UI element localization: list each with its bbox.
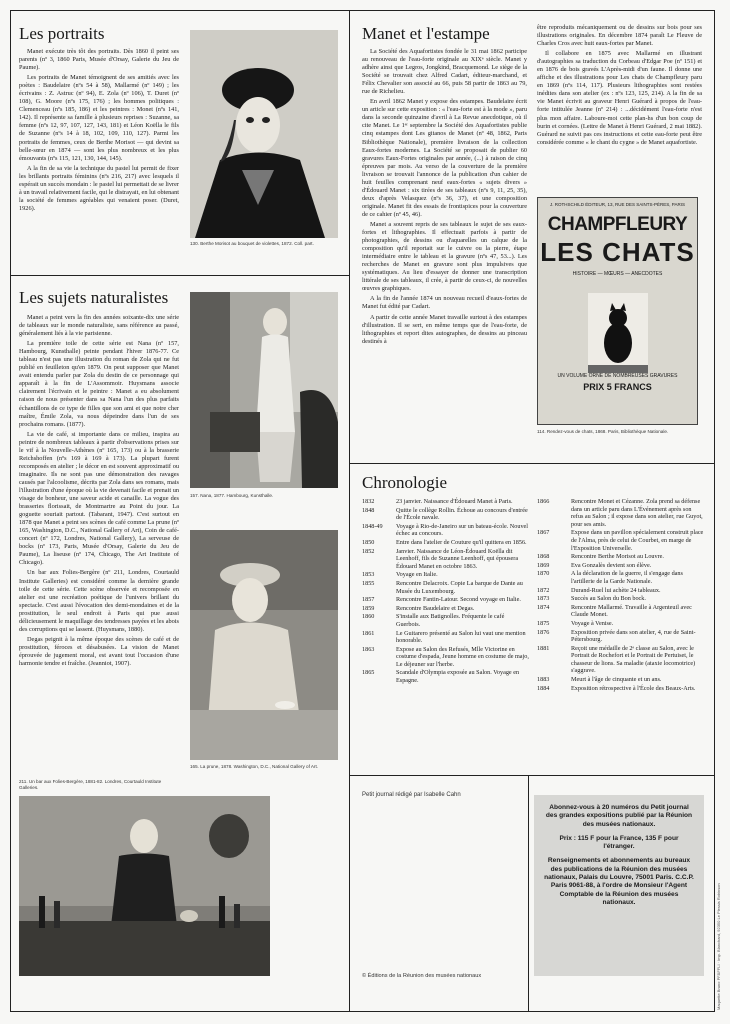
cats-illustration: [588, 293, 648, 373]
poster-gravures: UN VOLUME ORNÉ DE NOMBREUSES GRAVURES: [557, 373, 678, 379]
chronology-row: 1868 Rencontre Berthe Morisot au Louvre.: [537, 553, 664, 561]
copyright: © Éditions de la Réunion des musées nationaux: [362, 973, 482, 979]
les-chats-poster: [537, 197, 698, 425]
chronology-row: 1875 Voyage à Venise.: [537, 619, 614, 627]
chronology-row: 1848 Quitte le collège Rollin. Échoue au concours d'entrée de l'École navale.: [362, 506, 528, 522]
nana-caption: 157. Nana, 1877. Hambourg, Kunsthalle.: [190, 493, 274, 498]
chronologie-title: Chronologie: [362, 473, 447, 492]
nana-image: [190, 292, 338, 488]
chronology-row: 1832 23 janvier. Naissance d'Édouard Manet à Paris.: [362, 498, 513, 505]
paragraph: A la fin de sa vie la technique du pastel lui permit de fixer les brillants portraits féminins (nºs 216, 217) avec lesquels il espérait un succès mondain : le pastel lui permettait de se livrer à un travail relativement facile, qui le distrayait, en lui obtenant la société de femmes agréables qui venaient poser. (Duret, 1926).: [19, 164, 179, 212]
paragraph: Il collabore en 1875 avec Mallarmé en illustrant d'autographies sa traduction du Corbeau d'Edgar Poe (nº 151) et en 1876 de bois gravés L'Après-midi d'un faune. Il donne une affiche et des illustrations pour Les chats de Champfleury paru en 1869 (nºs 114, 117). Plusieurs lithographies sont restées inédites dans son atelier (ex : nºs 123, 125, 214). A la fin de sa vie Manet écrivit au graveur Henri Guérard à propos de l'eau-forte intitulée Jeanne (nº 214) : ...décidément l'eau-forte n'est plus mon affaire. Laboure-moi cette plan-hs d'un bon coup de burin et cornées. (Lettre de Manet à Henri Guérard, 2 mai 1882). Guérard ne suivit pas ces instructions et cette eau-forte peut être considérée comme « le chant du cygne » de Manet aquafortiste.: [537, 50, 702, 146]
naturalistes-title: Les sujets naturalistes: [19, 288, 169, 307]
column-divider: [349, 10, 350, 1012]
chronology-row: 1876 Exposition privée dans son atelier, 4, rue de Saint-Pétersbourg.: [537, 628, 696, 644]
chronology-row: 1860 S'installe aux Batignolles. Fréquente le café Guerbois.: [362, 613, 505, 628]
subscription-box: [534, 795, 704, 976]
subscription-offer: Abonnez-vous à 20 numéros du Petit journal des grandes expositions publié par la Réunion des musées nationaux.: [545, 804, 693, 828]
chronologie-left: [362, 498, 530, 686]
paragraph: être reproduits mécaniquement ou de dessins sur bois pour ses illustrations originales. En décembre 1874 paraît Le Fleuve de Charles Cros avec huit eaux-fortes par Manet.: [537, 24, 702, 48]
chronology-row: 1883 Meurt à l'âge de cinquante et un ans.: [537, 676, 662, 684]
chronology-row: 1866 Rencontre Monet et Cézanne. Zola prend sa défense dans un article paru dans L'Événement après son refus au Salon ; il expose dans son atelier, rue Guyot, pour ses amis.: [537, 498, 703, 528]
portraits-title: Les portraits: [19, 24, 105, 43]
paragraph: Manet a peint vers la fin des années soixante-dix une série de tableaux sur le monde naturaliste, sans référence au passé, généralement liés à la vie parisienne.: [19, 314, 179, 338]
chronologie-right: [537, 498, 705, 693]
paragraph: Manet exécute très tôt des portraits. Dès 1860 il peint ses parents (nº 3, 1860 Paris, Musée d'Orsay, Galerie du Jeu de Paume).: [19, 48, 179, 72]
chronology-row: 1850 Entre dans l'atelier de Couture qu'il quittera en 1856.: [362, 538, 527, 546]
poster-caption: 114. Rendez-vous de chats, 1868. Paris, Bibliothèque Nationale.: [537, 429, 669, 434]
section-divider: [349, 463, 715, 464]
poster-publisher: J. ROTHSCHILD ÉDITEUR, 13, RUE DES SAINTS-PÈRES, PARIS: [550, 202, 685, 207]
chronology-row: 1863 Expose au Salon des Refusés, Mlle Victorine en costume d'espada, Jeune homme en costume de majo, Le déjeuner sur l'herbe.: [362, 645, 529, 668]
paragraph: La première toile de cette série est Nana (nº 157, Hambourg, Kunsthalle) peinte pendant l'hiver 1876-77. Ce tableau n'est pas une illustration du roman de Zola qui ne fut publié en feuilleton qu'en 1879. On peut supposer que Manet avait entendu parler par Zola du destin de ce personnage qui apparaît à la fin de L'Assommoir. Huysmans associe clairement l'écrivain et le peintre : Manet a eu absolument raison de nous présenter dans sa Nana l'un des plus parfaits échantillons de ce type de filles que son ami et que notre cher maître, Émile Zola, va nous dépeindre dans l'un de ses prochains romans. (1877).: [19, 340, 179, 428]
paragraph: Les portraits de Manet témoignent de ses amitiés avec les poètes : Baudelaire (nºs 54 à 58), Mallarmé (nº 149) ; les écrivains : Z. Astruc (nº 94), E. Zola (nº 106), T. Duret (nº 108), G. Moore (nºs 175, 176) ; les hommes politiques : Clemenceau (nºs 185, 186) et les peintres : Monet (nºs 141, 142). Il représente sa famille à plusieurs reprises : Suzanne, sa femme (nºs 12, 97, 107, 127, 143, 181) et Léon Koëlla le fils de Suzanne (nºs 14 à 18, 102, 109, 110, 127). Parmi les portraits de femmes, ceux de Berthe Morisot — qui devint sa belle-sœur en 1874 — sont les plus nombreux et les plus émouvants (nºs 115, 121, 130, 144, 145).: [19, 74, 179, 162]
chronology-row: 1857 Rencontre Fantin-Latour. Second voyage en Italie.: [362, 596, 521, 604]
chronology-row: 1872 Durand-Ruel lui achète 24 tableaux.: [537, 586, 661, 594]
chronology-row: 1853 Voyage en Italie.: [362, 571, 438, 579]
footer-divider: [528, 775, 529, 1012]
author-credit: Petit journal rédigé par Isabelle Cahn: [362, 792, 461, 798]
section-divider: [10, 275, 349, 276]
chronology-row: 1859 Rencontre Baudelaire et Degas.: [362, 604, 475, 612]
prune-caption: 165. La prune, 1878. Washington, D.C., National Gallery of Art.: [190, 764, 319, 769]
poster-price: PRIX 5 FRANCS: [583, 382, 652, 392]
chronology-row: 1867 Expose dans un pavillon spécialement construit place de l'Alma, près de celui de Courbet, en marge de l'Exposition Universelle.: [537, 529, 704, 552]
paragraph: La Société des Aquafortistes fondée le 31 mai 1862 participe au renouveau de l'eau-forte originale au XIXᵉ siècle. Manet y adhère ainsi que Legros, Jongkind, Bracquemond. Le siège de la Société se trouvait chez Alfred Cadart, éditeur-marchand, et Félix Chevalier son associé au 66, puis 58 partir de 1863 au 79, rue de Richelieu.: [362, 48, 527, 96]
chronology-row: 1852 Janvier. Naissance de Léon-Édouard Koëlla dit Leenhoff, fils de Suzanne Leenhoff, qui épousera Édouard Manet en octobre 1863.: [362, 547, 519, 570]
poster-subtitle: HISTOIRE — MŒURS — ANECDOTES: [572, 271, 663, 277]
chronology-row: 1870 A la déclaration de la guerre, il s'engage dans l'artillerie de la Garde Nationale.: [537, 570, 683, 585]
estampe-text-col1: [362, 48, 527, 455]
chronology-row: 1881 Reçoit une médaille de 2ᵉ classe au Salon, avec le Portrait de Rochefort et le Portrait de Pertuiset, le chasseur de lions. Sa maladie (ataxie locomotrice) s'aggrave.: [537, 644, 696, 675]
paragraph: Degas peignit à la même époque des scènes de café et de prostitution, féroces et désabusées. La vision de Manet éprouvée de jugement moral, est avant tout l'occasion d'une harmonie tendre et fraîche. (Jeanniot, 1907).: [19, 635, 179, 667]
paragraph: A la fin de l'année 1874 un nouveau recueil d'eaux-fortes de Manet fut édité par Cadart.: [362, 295, 527, 311]
chronology-row: 1865 Scandale d'Olympia exposée au Salon. Voyage en Espagne.: [362, 669, 520, 685]
portraits-caption: 130. Berthe Morisot au bouquet de violettes, 1872. Coll. part.: [190, 241, 314, 246]
paragraph: Manet a souvent repris de ses tableaux le sujet de ses eaux-fortes et lithographies. Il effectuait parfois à partir de photographies, de dessins ou d'aquarelles un calque de la composition qu'il reportait sur le cuivre ou la pierre, étape intermédiaire entre le tableau et la gravure (nºs 47, 53...). Les recherches de Manet en gravure sont plus impulsives que systématiques. Au lieu d'essayer de donner une transcription littérale de ses tableaux, il crée, à partir de ceux-ci, de nouvelles œuvres graphiques.: [362, 220, 527, 293]
printer-credit: Maquette Bruno PFÄFFLI · Imp. Blanchard, 92350 Le Plessis Robinson: [716, 883, 721, 1010]
paragraph: En avril 1862 Manet y expose des estampes. Baudelaire écrit un article sur cette exposition : « l'eau-forte est à la mode », paru dans la seconde quinzaine d'avril à La Revue anecdotique, où il cite Manet. Le 1ᵉʳ septembre la Société des Aquafortistes publie cinq estampes dont Les gitanos de Manet (nº 48, 1862, Paris Bibliothèque Nationale), première livraison de la collection Eaux-fortes modernes. La Société se proposait de publier 60 gravures Eaux-Fortes originales par année, (...) à raison de cinq épreuves par mois. Au verso de la couverture de la première livraison se trouvait l'annonce de la publication d'un cahier de huit feuilles comprenant neuf eaux-fortes « sujets divers » d'Édouard Manet : six tirées de ses tableaux (nºs 9, 11, 25, 35), deux d'après Velasquez (nºs 36, 37), et une composition originale. Manet fit des essais de frontispices pour la couverture de ce cahier (nº 45, 46).: [362, 98, 527, 218]
poster-author: CHAMPFLEURY: [547, 214, 688, 235]
chronology-row: 1861 Le Guitarero présenté au Salon lui vaut une mention honorable.: [362, 629, 526, 645]
estampe-title: Manet et l'estampe: [362, 24, 490, 43]
section-divider: [349, 775, 715, 776]
chronology-row: 1869 Eva Gonzalès devient son élève.: [537, 561, 652, 569]
subscription-info: Renseignements et abonnements au bureaux des publications de la Réunion des musées nationaux, Palais du Louvre, 75001 Paris. C.C.P. Paris 9061-88, à l'ordre de Monsieur l'Agent Comptable de la Réunion des musées nationaux.: [544, 857, 694, 906]
naturalistes-text: [19, 314, 179, 766]
chronology-row: 1855 Rencontre Delacroix. Copie La barque de Dante au Musée du Luxembourg.: [362, 579, 523, 595]
chronology-row: 1884 Exposition rétrospective à l'École des Beaux-Arts.: [537, 684, 696, 692]
portraits-text: [19, 48, 179, 258]
folies-bergere-image: [19, 796, 270, 976]
poster-title: LES CHATS: [540, 237, 695, 267]
bar-caption: 211. Un bar aux Folies-Bergère, 1881-82. Londres, Courtauld Institute Galleries.: [19, 779, 162, 790]
subscription-price: Prix : 115 F pour la France, 135 F pour l'étranger.: [559, 834, 679, 851]
chronology-row: 1873 Succès au Salon du Bon bock.: [537, 595, 646, 603]
estampe-text-col2: [537, 24, 702, 192]
portrait-morisot-image: [190, 30, 338, 238]
chronology-row: 1848-49 Voyage à Rio-de-Janeiro sur un bateau-école. Nouvel échec au concours.: [362, 522, 529, 538]
prune-image: [190, 530, 338, 760]
chronology-row: 1874 Rencontre Mallarmé. Travaille à Argenteuil avec Claude Monet.: [537, 603, 692, 619]
paragraph: La vie de café, si importante dans ce milieu, inspira au peintre de nombreux tableaux à partir d'observations prises sur le vif à la Nouvelle-Athènes (nº 165, 173) ou à la brasserie Reichshoffen (nºs 169 à 169 à 173). La plupart furent recomposés en atelier ; le décor en est souvent approximatif ou imaginaire. Ils ne sont pas une démonstration des ravages causés par l'alcoolisme, décrits par Zola dans ses romans, mais l'illustration d'une époque où la vie devenait facile et prenait un visage de bonheur, une saveur acide et canaille. La vogue des brasseries florissait, de Montmartre au Point du jour. La goguette souriait partout. (Tabarant, 1947). C'est surtout en 1878 que Manet a peint ses scènes de café comme La prune (nº 165, Washington, D.C., National Gallery of Art), Coin de café-concert (nº 172, Londres, National Gallery), La serveuse de bocks (nº 173, Paris, Musée d'Orsay, Galerie du Jeu de Paume), La liseuse (nº 174, Chicago, The Art Institute of Chicago).: [19, 430, 179, 567]
paragraph: Un bar aux Folies-Bergère (nº 211, Londres, Courtauld Institute Galleries) est considéré comme la dernière grande toile de cette série. Cette scène observée et recomposée en atelier est une recréation poétique de l'univers brillant du spectacle. C'est aussi l'évocation des demi-mondaines et de la prostitution, le seul endroit à Paris qui pue aussi délicieusement le maquillage des tendresses payées et les abois des corruptions qui se lassent. (Huysmans, 1880).: [19, 569, 179, 633]
paragraph: A partir de cette année Manet travaille surtout à des estampes d'illustration. Il se sert, en même temps que de l'eau-forte, de lithographies et report dites autographes, de dessins au pinceau destinés à: [362, 313, 527, 345]
